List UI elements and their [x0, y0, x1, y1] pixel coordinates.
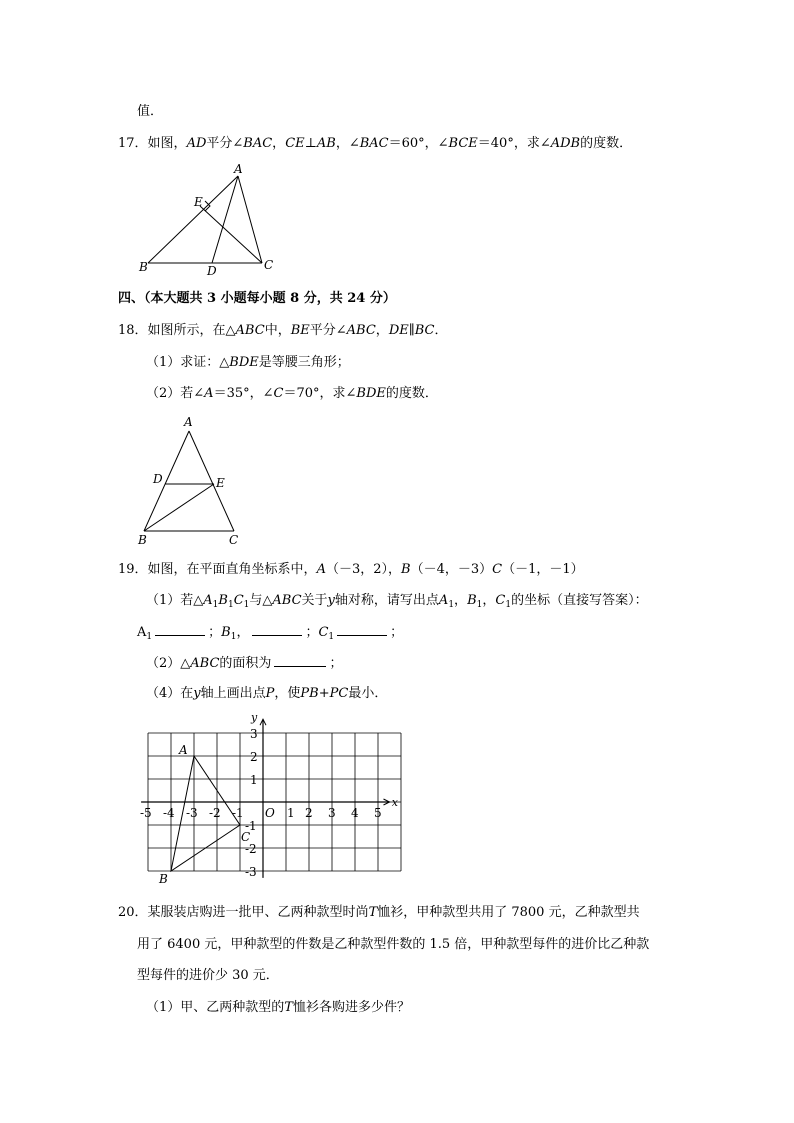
x-tick-label: -2 — [209, 806, 221, 820]
x-tick-label: -5 — [140, 806, 152, 820]
y-tick-label: -2 — [245, 842, 257, 856]
question-20-line-2: 用了 6400 元，甲种款型的件数是乙种款型件数的 1.5 倍，甲种款型每件的进价比乙种款 — [137, 937, 650, 952]
x-tick-label: 5 — [374, 806, 382, 820]
point-label-c: C — [241, 830, 251, 844]
label-c: C — [264, 258, 274, 272]
x-tick-label: 4 — [351, 806, 359, 820]
point-label-a: A — [179, 743, 188, 757]
question-number: 19． — [118, 562, 148, 577]
label-a: A — [234, 162, 243, 176]
label-e: E — [216, 476, 225, 490]
question-19-answer-line: $A_1$ ；$B_1$， ；$C_1$ ； — [137, 625, 404, 642]
label-b: B — [139, 260, 148, 274]
x-tick-label: 2 — [305, 806, 313, 820]
label-c: C — [229, 533, 239, 547]
question-18-part-1: （1）求证：△BDE是等腰三角形； — [146, 355, 350, 370]
label-b: B — [138, 533, 147, 547]
question-number: 17． — [118, 136, 148, 151]
x-tick-label: 1 — [287, 806, 295, 820]
y-tick-label: -3 — [245, 865, 257, 879]
origin-label: O — [265, 806, 275, 820]
question-20-part-1: （1）甲、乙两种款型的T恤衫各购进多少件？ — [146, 1000, 410, 1015]
label-a: A — [184, 415, 193, 429]
question-19-text: 19．如图，在平面直角坐标系中，A（－3，2），B（－4，－3）C（－1，－1） — [118, 562, 584, 577]
x-tick-label: -1 — [232, 806, 244, 820]
question-number: 20． — [118, 905, 148, 920]
question-18-part-2: （2）若∠A＝35°，∠C＝70°，求∠BDE的度数． — [146, 386, 438, 401]
y-tick-label: 3 — [250, 727, 258, 741]
question-20-line-3: 型每件的进价少 30 元． — [137, 968, 279, 983]
section-heading: 四、（本大题共 3 小题每小题 8 分，共 24 分） — [118, 291, 396, 306]
y-tick-label: 2 — [250, 750, 258, 764]
question-18-text: 18．如图所示，在△ABC中，BE平分∠ABC，DE∥BC． — [118, 323, 448, 338]
y-tick-label: 1 — [250, 773, 258, 787]
y-axis-label: y — [251, 711, 258, 725]
question-20-text: 20．某服装店购进一批甲、乙两种款型时尚T恤衫，甲种款型共用了 7800 元，乙种款型共 — [118, 905, 640, 920]
y-tick-label: -1 — [245, 819, 257, 833]
previous-question-tail: 值． — [137, 104, 164, 119]
label-d: D — [153, 472, 163, 486]
question-19-part-1: （1）若$\triangle A_1B_1C_1$与△ABC关于y轴对称，请写出点$A_1$，$B_1$，$C_1$的坐标（直接写答案）： — [146, 593, 648, 610]
x-tick-label: -4 — [163, 806, 175, 820]
x-tick-label: 3 — [328, 806, 336, 820]
question-number: 18． — [118, 323, 148, 338]
label-e: E — [194, 195, 203, 209]
x-tick-label: -3 — [186, 806, 198, 820]
point-label-b: B — [159, 872, 168, 886]
label-d: D — [207, 264, 217, 278]
question-19-part-4: （4）在y轴上画出点P，使PB+PC最小． — [146, 686, 388, 701]
question-19-part-2: （2）△ABC的面积为 ； — [146, 656, 343, 671]
triangle-abc — [171, 756, 240, 871]
x-axis-label: x — [391, 796, 399, 809]
question-17-text: 17．如图，AD平分∠BAC，CE⊥AB，∠BAC＝60°，∠BCE＝40°，求∠ADB的度数． — [118, 136, 633, 151]
